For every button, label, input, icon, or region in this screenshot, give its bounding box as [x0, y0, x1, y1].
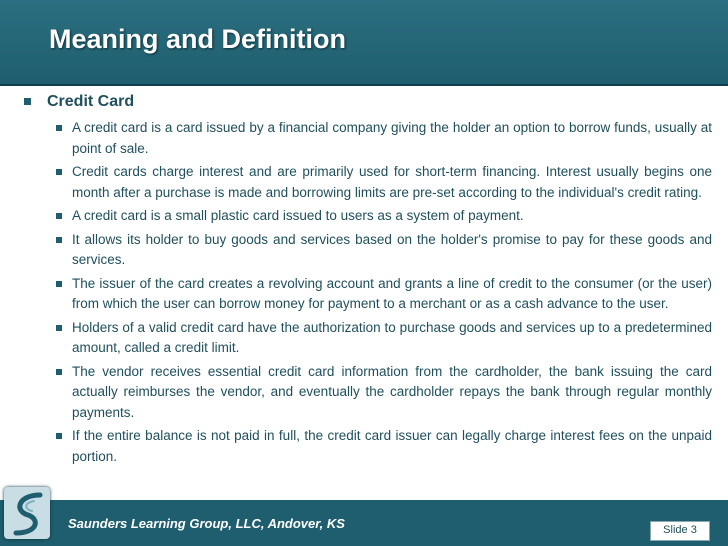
- list-item: [56, 230, 712, 271]
- square-bullet-icon: [56, 213, 62, 219]
- title-banner: [0, 0, 728, 86]
- list-item: [56, 274, 712, 315]
- bullet-text: Holders of a valid credit card have the authorization to purchase goods and services up to a predetermined amount, called a credit limit.: [72, 319, 712, 355]
- bullet-text: A credit card is a small plastic card issued to users as a system of payment.: [72, 208, 524, 223]
- bullet-text: The issuer of the card creates a revolving account and grants a line of credit to the consumer (or the user) from which the user can borrow money for payment to a merchant or as a cash advance to the user.: [72, 275, 712, 311]
- square-bullet-icon: [56, 169, 62, 175]
- bullet-text: A credit card is a card issued by a financial company giving the holder an option to borrow funds, usually at point of sale.: [72, 120, 712, 156]
- square-bullet-icon: [56, 237, 62, 243]
- square-bullet-icon: [56, 281, 62, 287]
- bullet-text: If the entire balance is not paid in full, the credit card issuer can legally charge interest fees on the unpaid portion.: [72, 428, 712, 464]
- list-item: [56, 206, 712, 227]
- square-bullet-icon: [56, 433, 62, 439]
- bullet-list: [22, 118, 712, 467]
- slide-title: Meaning and Definition: [49, 24, 346, 54]
- bullet-text: Credit cards charge interest and are primarily used for short-term financing. Interest usually begins one month after a purchase is made and borrowing limits are pre-set according to the individual's credit rating.: [72, 164, 712, 200]
- footer-company: Saunders Learning Group, LLC, Andover, KS: [68, 516, 345, 531]
- level1-item: [22, 92, 712, 112]
- list-item: [56, 362, 712, 424]
- bullet-text: The vendor receives essential credit card information from the cardholder, the bank issuing the card actually reimburses the vendor, and eventually the cardholder repays the bank through regular monthly payments.: [72, 363, 712, 420]
- square-bullet-icon: [56, 125, 62, 131]
- swirl-logo-icon: [4, 487, 50, 539]
- bullet-text: It allows its holder to buy goods and services based on the holder's promise to pay for these goods and services.: [72, 231, 712, 267]
- slide-number-box: [650, 521, 710, 541]
- list-item: [56, 318, 712, 359]
- list-item: [56, 162, 712, 203]
- slide-number: Slide 3: [663, 524, 697, 536]
- section-heading: Credit Card: [47, 93, 135, 110]
- slide-content: [22, 92, 712, 470]
- list-item: [56, 118, 712, 159]
- square-bullet-icon: [24, 98, 31, 105]
- list-item: [56, 426, 712, 467]
- square-bullet-icon: [56, 369, 62, 375]
- square-bullet-icon: [56, 325, 62, 331]
